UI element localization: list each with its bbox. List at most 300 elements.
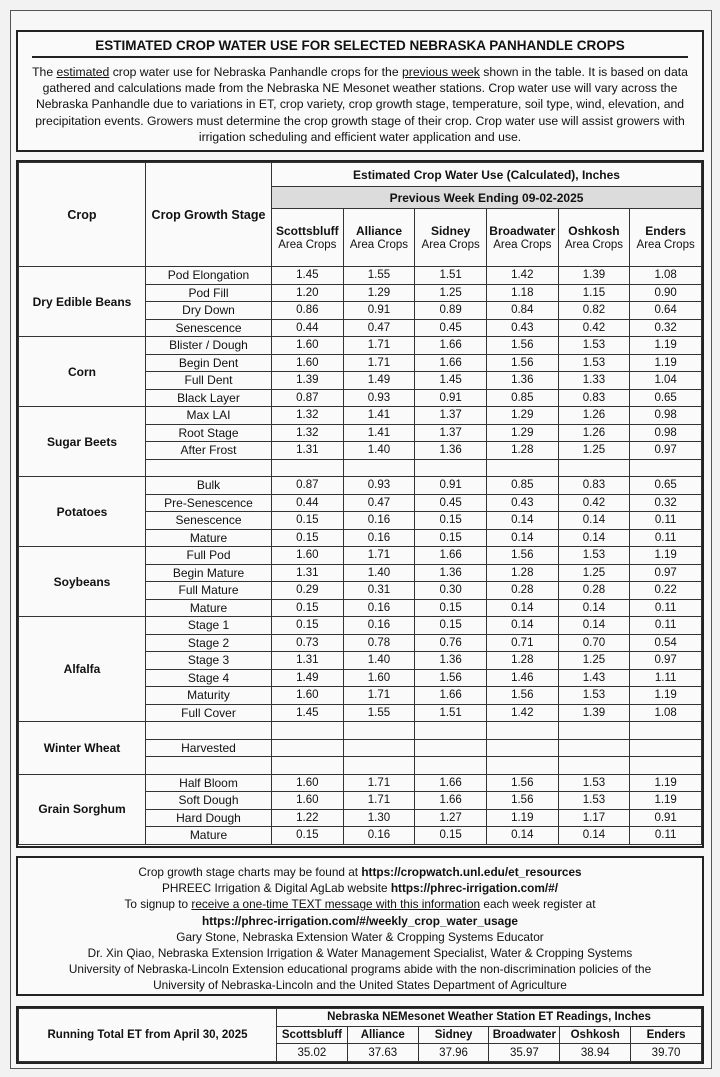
water-use-value: 0.91 — [415, 389, 487, 407]
crop-water-table-box — [16, 160, 704, 848]
water-use-value: 1.40 — [343, 564, 415, 582]
growth-stage: Maturity — [146, 687, 272, 705]
et-location: Sidney — [418, 1026, 489, 1044]
growth-stage: Full Cover — [146, 704, 272, 722]
water-use-value: 0.42 — [558, 494, 630, 512]
footer-line: University of Nebraska-Lincoln Extension educational programs abide with the non-discrimination policies of the — [68, 962, 652, 977]
water-use-value: 1.71 — [343, 337, 415, 355]
growth-stage: Pod Elongation — [146, 267, 272, 285]
water-use-value: 1.41 — [343, 407, 415, 425]
water-use-value — [343, 459, 415, 477]
water-use-value: 1.32 — [272, 424, 344, 442]
water-use-value: 1.36 — [415, 564, 487, 582]
water-use-value: 0.98 — [630, 424, 702, 442]
footer-box — [16, 856, 704, 996]
water-use-value: 0.43 — [486, 319, 558, 337]
water-use-value: 0.91 — [630, 809, 702, 827]
footer-text: To signup to — [124, 897, 192, 912]
water-use-value: 1.41 — [343, 424, 415, 442]
water-use-value: 1.31 — [272, 442, 344, 460]
water-use-value: 0.45 — [415, 319, 487, 337]
water-use-value — [558, 722, 630, 740]
area-crops-label: Area Crops — [636, 238, 695, 251]
water-use-value: 1.56 — [486, 337, 558, 355]
water-use-value: 1.60 — [272, 337, 344, 355]
footer-text: Crop growth stage charts may be found at — [138, 865, 362, 879]
water-use-value: 1.26 — [558, 424, 630, 442]
water-use-value: 1.53 — [558, 354, 630, 372]
water-use-value: 1.25 — [558, 652, 630, 670]
area-crops-label: Area Crops — [493, 238, 552, 251]
water-use-value: 1.60 — [272, 687, 344, 705]
water-use-value: 1.53 — [558, 774, 630, 792]
weekly-usage-link[interactable]: https://phrec-irrigation.com/#/weekly_crop_water_usage — [202, 913, 518, 928]
water-use-value: 1.56 — [486, 547, 558, 565]
location-header — [415, 209, 487, 267]
water-use-value: 1.11 — [630, 669, 702, 687]
growth-stage: Half Bloom — [146, 774, 272, 792]
signup-text: receive a one-time TEXT message with this information — [191, 897, 481, 912]
water-use-value: 1.45 — [272, 267, 344, 285]
water-use-value: 0.97 — [630, 652, 702, 670]
crop-name: Dry Edible Beans — [19, 267, 146, 337]
water-use-value: 0.11 — [630, 529, 702, 547]
water-use-value: 1.25 — [558, 442, 630, 460]
water-use-value: 1.36 — [415, 652, 487, 670]
water-use-value: 0.14 — [486, 512, 558, 530]
water-use-value: 0.11 — [630, 617, 702, 635]
water-use-value: 1.51 — [415, 267, 487, 285]
water-use-value: 0.47 — [343, 319, 415, 337]
water-use-value: 1.27 — [415, 809, 487, 827]
footer-line — [18, 896, 702, 912]
water-use-value: 0.84 — [486, 302, 558, 320]
water-use-value: 1.71 — [343, 547, 415, 565]
water-use-value: 0.91 — [415, 477, 487, 495]
footer-line — [18, 880, 702, 896]
growth-stage: Dry Down — [146, 302, 272, 320]
growth-stage: Blister / Dough — [146, 337, 272, 355]
water-use-value: 1.39 — [558, 267, 630, 285]
crop-name: Potatoes — [19, 477, 146, 547]
water-use-value: 1.19 — [630, 687, 702, 705]
growth-stage: Max LAI — [146, 407, 272, 425]
water-use-value: 1.51 — [415, 704, 487, 722]
footer-line — [18, 913, 702, 929]
et-value: 38.94 — [560, 1044, 631, 1062]
footer-line — [18, 864, 702, 880]
growth-stage: Pre-Senescence — [146, 494, 272, 512]
water-use-value: 1.29 — [486, 407, 558, 425]
water-use-value — [486, 739, 558, 757]
et-readings-box — [16, 1006, 704, 1064]
water-use-value: 1.56 — [486, 354, 558, 372]
et-value: 35.02 — [277, 1044, 348, 1062]
water-use-value: 1.08 — [630, 267, 702, 285]
water-use-value: 1.18 — [486, 284, 558, 302]
water-use-value: 0.47 — [343, 494, 415, 512]
water-use-value: 0.89 — [415, 302, 487, 320]
water-use-value: 0.11 — [630, 512, 702, 530]
water-use-value: 1.29 — [486, 424, 558, 442]
growth-stage: Full Pod — [146, 547, 272, 565]
water-use-value: 1.46 — [486, 669, 558, 687]
water-use-value: 1.71 — [343, 774, 415, 792]
growth-stage: Begin Dent — [146, 354, 272, 372]
water-use-value: 0.14 — [486, 827, 558, 845]
water-use-value: 1.66 — [415, 354, 487, 372]
growth-stage: Senescence — [146, 512, 272, 530]
water-use-value: 1.28 — [486, 564, 558, 582]
water-use-value: 1.45 — [272, 704, 344, 722]
location-header — [486, 209, 558, 267]
water-use-value: 1.60 — [272, 354, 344, 372]
water-use-value — [415, 722, 487, 740]
water-use-value: 1.33 — [558, 372, 630, 390]
water-use-value: 1.37 — [415, 424, 487, 442]
et-value: 37.96 — [418, 1044, 489, 1062]
growth-stage — [146, 722, 272, 740]
growth-stage: Stage 3 — [146, 652, 272, 670]
water-use-value: 0.16 — [343, 599, 415, 617]
water-use-value: 0.91 — [343, 302, 415, 320]
water-use-value: 1.08 — [630, 704, 702, 722]
water-use-value: 0.29 — [272, 582, 344, 600]
footer-line: University of Nebraska-Lincoln and the United States Department of Agriculture — [153, 978, 567, 993]
location-name: Broadwater — [489, 223, 556, 238]
water-use-value: 1.36 — [486, 372, 558, 390]
crop-name: Corn — [19, 337, 146, 407]
water-use-value: 0.28 — [558, 582, 630, 600]
water-use-value: 1.49 — [272, 669, 344, 687]
water-use-value: 0.14 — [486, 529, 558, 547]
water-use-value: 0.16 — [343, 529, 415, 547]
growth-stage: Mature — [146, 599, 272, 617]
water-use-value — [486, 757, 558, 775]
intro-box — [16, 30, 704, 152]
stage-column-header: Crop Growth Stage — [146, 163, 272, 267]
intro-text: crop water use for Nebraska Panhandle crops for the — [109, 65, 402, 79]
water-use-value — [630, 757, 702, 775]
growth-stage: Bulk — [146, 477, 272, 495]
water-use-value: 0.83 — [558, 389, 630, 407]
water-use-value: 1.60 — [272, 774, 344, 792]
table-row — [19, 477, 702, 495]
water-use-value: 0.15 — [415, 512, 487, 530]
water-use-value: 0.54 — [630, 634, 702, 652]
water-use-value: 1.28 — [486, 442, 558, 460]
water-use-value: 1.04 — [630, 372, 702, 390]
water-use-value: 1.55 — [343, 704, 415, 722]
water-use-value: 0.30 — [415, 582, 487, 600]
intro-text: The — [32, 65, 57, 79]
water-use-value — [486, 459, 558, 477]
water-use-value: 0.32 — [630, 319, 702, 337]
water-use-value: 1.66 — [415, 547, 487, 565]
growth-stage: Stage 4 — [146, 669, 272, 687]
water-use-value — [415, 739, 487, 757]
water-use-value: 0.15 — [272, 529, 344, 547]
growth-stage: Pod Fill — [146, 284, 272, 302]
water-use-value: 0.78 — [343, 634, 415, 652]
intro-estimated: estimated — [56, 65, 110, 79]
water-use-value: 1.30 — [343, 809, 415, 827]
water-use-value: 1.15 — [558, 284, 630, 302]
water-use-value: 1.25 — [415, 284, 487, 302]
water-use-value: 1.40 — [343, 652, 415, 670]
et-location: Broadwater — [489, 1026, 560, 1044]
phrec-link[interactable]: https://phrec-irrigation.com/#/ — [390, 881, 558, 896]
table-row — [19, 774, 702, 792]
water-use-value: 0.15 — [415, 599, 487, 617]
growth-stage: Harvested — [146, 739, 272, 757]
water-use-value: 1.56 — [486, 687, 558, 705]
water-use-value: 0.14 — [486, 599, 558, 617]
water-use-value: 0.44 — [272, 494, 344, 512]
location-name: Sidney — [430, 223, 471, 238]
table-row — [19, 617, 702, 635]
location-name: Oshkosh — [568, 223, 620, 238]
growth-stage: Hard Dough — [146, 809, 272, 827]
water-use-value: 0.70 — [558, 634, 630, 652]
water-use-value: 0.15 — [272, 617, 344, 635]
water-use-value: 1.40 — [343, 442, 415, 460]
et-value: 39.70 — [631, 1044, 702, 1062]
water-use-value: 0.11 — [630, 599, 702, 617]
water-use-value: 0.14 — [558, 827, 630, 845]
water-use-value: 1.39 — [272, 372, 344, 390]
table-row — [19, 547, 702, 565]
water-use-value: 0.14 — [486, 617, 558, 635]
water-use-value: 1.56 — [415, 669, 487, 687]
water-use-value: 0.65 — [630, 389, 702, 407]
water-use-value: 1.31 — [272, 564, 344, 582]
growth-stage: Senescence — [146, 319, 272, 337]
water-use-value: 0.14 — [558, 599, 630, 617]
water-use-value — [272, 722, 344, 740]
area-crops-label: Area Crops — [278, 238, 337, 251]
water-use-value: 0.85 — [486, 389, 558, 407]
water-use-value — [630, 722, 702, 740]
crop-column-header: Crop — [19, 163, 146, 267]
growth-stage: Full Mature — [146, 582, 272, 600]
water-use-value: 0.90 — [630, 284, 702, 302]
page-title: ESTIMATED CROP WATER USE FOR SELECTED NEBRASKA PANHANDLE CROPS — [32, 38, 688, 58]
water-use-value: 1.60 — [272, 792, 344, 810]
crop-name: Grain Sorghum — [19, 774, 146, 844]
water-use-value: 1.17 — [558, 809, 630, 827]
water-use-value: 1.32 — [272, 407, 344, 425]
area-crops-label: Area Crops — [564, 238, 624, 251]
water-use-value: 0.43 — [486, 494, 558, 512]
water-use-value — [272, 739, 344, 757]
water-use-value — [272, 459, 344, 477]
intro-previous-week: previous week — [401, 65, 480, 79]
water-use-value: 0.82 — [558, 302, 630, 320]
crop-name: Winter Wheat — [19, 722, 146, 775]
water-use-value: 0.15 — [272, 512, 344, 530]
water-use-value: 1.45 — [415, 372, 487, 390]
water-use-value: 0.15 — [415, 827, 487, 845]
intro-text: shown in the table. It is based on data gathered and calculations made from the Nebraska NE Mesonet weather stations. Crop water use will vary across the Nebraska Panhandle due to variations in ET, crop variety, crop growth stage, temperature, soil type, wind, elevation, and precipitation events. Growers must determine the crop growth stage of their crop. Crop water use will assist growers with irrigation scheduling and efficient water application and use. — [35, 65, 688, 144]
water-use-value: 0.97 — [630, 442, 702, 460]
growth-stage: Root Stage — [146, 424, 272, 442]
crop-water-table — [18, 162, 702, 845]
water-use-value — [343, 757, 415, 775]
water-use-value: 0.71 — [486, 634, 558, 652]
water-use-value: 1.56 — [486, 792, 558, 810]
location-header — [558, 209, 630, 267]
footer-line: Gary Stone, Nebraska Extension Water & Cropping Systems Educator — [176, 929, 544, 944]
water-use-value: 1.39 — [558, 704, 630, 722]
water-use-value: 0.15 — [272, 599, 344, 617]
water-use-value: 0.83 — [558, 477, 630, 495]
water-use-value — [630, 459, 702, 477]
water-use-value: 0.98 — [630, 407, 702, 425]
water-use-value: 1.19 — [630, 774, 702, 792]
crop-name: Alfalfa — [19, 617, 146, 722]
et-location: Scottsbluff — [277, 1026, 348, 1044]
water-use-value: 1.25 — [558, 564, 630, 582]
table-row — [19, 337, 702, 355]
water-use-value: 1.60 — [272, 547, 344, 565]
water-use-value: 0.16 — [343, 617, 415, 635]
growth-stage: Soft Dough — [146, 792, 272, 810]
water-use-value: 1.43 — [558, 669, 630, 687]
water-use-value: 1.42 — [486, 704, 558, 722]
water-use-value: 0.45 — [415, 494, 487, 512]
water-use-value — [486, 722, 558, 740]
water-use-value: 0.87 — [272, 389, 344, 407]
growth-stage: Mature — [146, 827, 272, 845]
water-use-value: 1.71 — [343, 687, 415, 705]
water-use-value: 0.64 — [630, 302, 702, 320]
table-row — [19, 407, 702, 425]
location-header — [272, 209, 344, 267]
water-use-value: 0.97 — [630, 564, 702, 582]
water-use-value — [415, 757, 487, 775]
water-use-value: 1.60 — [343, 669, 415, 687]
water-use-value: 1.56 — [486, 774, 558, 792]
water-use-value: 0.93 — [343, 477, 415, 495]
water-use-value: 0.15 — [415, 529, 487, 547]
water-use-value: 0.22 — [630, 582, 702, 600]
water-use-value: 1.19 — [630, 792, 702, 810]
water-use-value: 1.71 — [343, 792, 415, 810]
water-use-value: 0.14 — [558, 512, 630, 530]
water-use-value: 0.73 — [272, 634, 344, 652]
location-header — [630, 209, 702, 267]
water-use-value: 0.65 — [630, 477, 702, 495]
water-use-value: 0.11 — [630, 827, 702, 845]
growth-stage: Stage 2 — [146, 634, 272, 652]
water-use-value: 1.66 — [415, 792, 487, 810]
crop-name: Sugar Beets — [19, 407, 146, 477]
water-use-value: 1.36 — [415, 442, 487, 460]
cropwatch-link[interactable]: https://cropwatch.unl.edu/et_resources — [361, 865, 582, 879]
week-ending-header: Previous Week Ending 09-02-2025 — [272, 187, 702, 209]
water-use-value: 1.19 — [630, 547, 702, 565]
water-use-value: 0.16 — [343, 512, 415, 530]
growth-stage: Full Dent — [146, 372, 272, 390]
water-use-value: 0.14 — [558, 617, 630, 635]
water-use-value: 0.31 — [343, 582, 415, 600]
water-use-value: 0.76 — [415, 634, 487, 652]
water-use-value: 0.86 — [272, 302, 344, 320]
water-use-value: 1.31 — [272, 652, 344, 670]
water-use-value — [343, 739, 415, 757]
et-readings-table — [18, 1008, 702, 1062]
footer-text: PHREEC Irrigation & Digital AgLab website — [162, 881, 391, 896]
water-use-value: 1.53 — [558, 547, 630, 565]
water-use-value: 1.19 — [630, 354, 702, 372]
water-use-value — [630, 739, 702, 757]
footer-line: Dr. Xin Qiao, Nebraska Extension Irrigation & Water Management Specialist, Water & Cropping Systems — [87, 946, 633, 961]
water-use-value: 1.66 — [415, 774, 487, 792]
estimated-use-header: Estimated Crop Water Use (Calculated), Inches — [272, 163, 702, 187]
et-header: Nebraska NEMesonet Weather Station ET Readings, Inches — [277, 1009, 702, 1027]
water-use-value: 1.37 — [415, 407, 487, 425]
et-location: Oshkosh — [560, 1026, 631, 1044]
water-use-value: 0.85 — [486, 477, 558, 495]
intro-paragraph — [18, 58, 702, 145]
growth-stage: After Frost — [146, 442, 272, 460]
water-use-value: 1.22 — [272, 809, 344, 827]
table-row — [19, 267, 702, 285]
water-use-value: 1.20 — [272, 284, 344, 302]
location-name: Alliance — [355, 223, 402, 238]
water-use-value: 0.15 — [272, 827, 344, 845]
water-use-value: 0.93 — [343, 389, 415, 407]
location-header — [343, 209, 415, 267]
growth-stage: Begin Mature — [146, 564, 272, 582]
water-use-value — [558, 757, 630, 775]
location-name: Scottsbluff — [275, 223, 339, 238]
water-use-value: 0.14 — [558, 529, 630, 547]
area-crops-label: Area Crops — [421, 238, 480, 251]
et-location: Alliance — [347, 1026, 418, 1044]
water-use-value: 0.87 — [272, 477, 344, 495]
water-use-value — [558, 739, 630, 757]
running-total-label: Running Total ET from April 30, 2025 — [19, 1009, 277, 1062]
water-use-value — [343, 722, 415, 740]
area-crops-label: Area Crops — [349, 238, 409, 251]
water-use-value: 1.42 — [486, 267, 558, 285]
et-value: 35.97 — [489, 1044, 560, 1062]
water-use-value: 0.28 — [486, 582, 558, 600]
water-use-value — [558, 459, 630, 477]
water-use-value: 1.49 — [343, 372, 415, 390]
water-use-value: 1.28 — [486, 652, 558, 670]
growth-stage: Stage 1 — [146, 617, 272, 635]
water-use-value: 0.42 — [558, 319, 630, 337]
water-use-value: 1.66 — [415, 687, 487, 705]
water-use-value: 1.66 — [415, 337, 487, 355]
water-use-value: 1.19 — [486, 809, 558, 827]
water-use-value: 1.53 — [558, 687, 630, 705]
water-use-value: 1.26 — [558, 407, 630, 425]
et-location: Enders — [631, 1026, 702, 1044]
water-use-value: 1.29 — [343, 284, 415, 302]
water-use-value: 0.16 — [343, 827, 415, 845]
water-use-value — [415, 459, 487, 477]
et-value: 37.63 — [347, 1044, 418, 1062]
location-name: Enders — [645, 223, 686, 238]
growth-stage: Black Layer — [146, 389, 272, 407]
water-use-value: 1.71 — [343, 354, 415, 372]
growth-stage — [146, 459, 272, 477]
growth-stage: Mature — [146, 529, 272, 547]
